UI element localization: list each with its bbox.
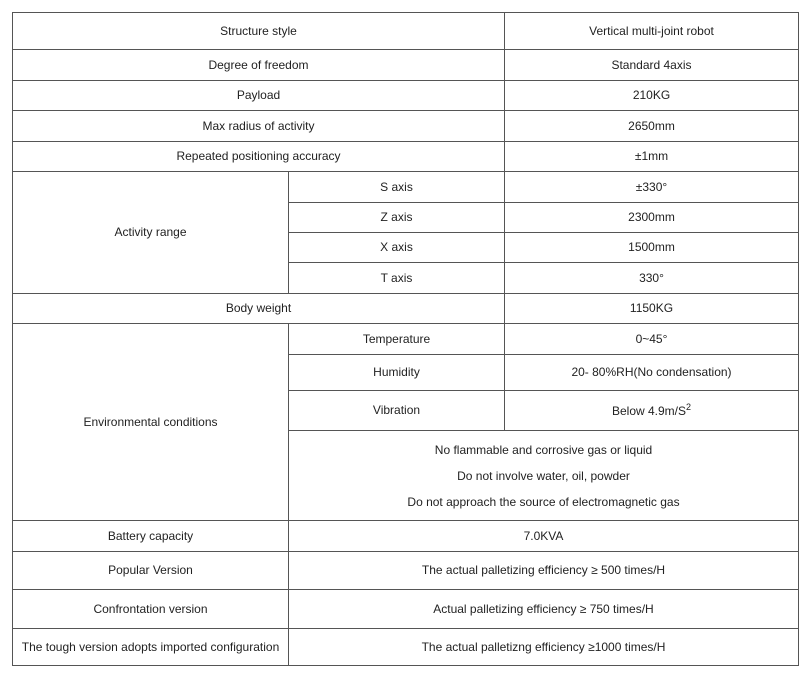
axis-value: 330°	[505, 263, 799, 294]
structure-style-label: Structure style	[13, 13, 505, 50]
axis-value: 1500mm	[505, 233, 799, 263]
table-row	[13, 172, 799, 203]
axis-name: X axis	[289, 233, 505, 263]
repeat-accuracy-label: Repeated positioning accuracy	[13, 142, 505, 172]
axis-value: ±330°	[505, 172, 799, 203]
popular-version-value: The actual palletizing efficiency ≥ 500 times/H	[289, 552, 799, 590]
payload-value: 210KG	[505, 81, 799, 111]
temperature-value: 0~45°	[505, 324, 799, 355]
table-row	[13, 111, 799, 142]
battery-value: 7.0KVA	[289, 521, 799, 552]
structure-style-value: Vertical multi-joint robot	[505, 13, 799, 50]
table-row	[13, 521, 799, 552]
table-row	[13, 13, 799, 50]
battery-label: Battery capacity	[13, 521, 289, 552]
table-row	[13, 142, 799, 172]
max-radius-label: Max radius of activity	[13, 111, 505, 142]
table-row	[13, 324, 799, 355]
axis-name: S axis	[289, 172, 505, 203]
tough-version-value: The actual palletizng efficiency ≥1000 times/H	[289, 629, 799, 666]
degree-of-freedom-label: Degree of freedom	[13, 50, 505, 81]
environment-note: Do not involve water, oil, powder	[457, 468, 630, 483]
body-weight-value: 1150KG	[505, 294, 799, 324]
vibration-value-cell	[505, 391, 799, 431]
payload-label: Payload	[13, 81, 505, 111]
degree-of-freedom-value: Standard 4axis	[505, 50, 799, 81]
confrontation-version-label: Confrontation version	[13, 590, 289, 629]
environment-label: Environmental conditions	[13, 324, 289, 521]
vibration-label: Vibration	[289, 391, 505, 431]
table-row	[13, 552, 799, 590]
confrontation-version-value: Actual palletizing efficiency ≥ 750 times/H	[289, 590, 799, 629]
table-row	[13, 50, 799, 81]
table-row	[13, 629, 799, 666]
environment-note: Do not approach the source of electromagnetic gas	[407, 494, 680, 509]
vibration-exponent: 2	[686, 402, 692, 413]
body-weight-label: Body weight	[13, 294, 505, 324]
robot-spec-table	[12, 12, 799, 666]
axis-name: T axis	[289, 263, 505, 294]
humidity-label: Humidity	[289, 355, 505, 391]
vibration-value: Below 4.9m/S	[611, 404, 687, 419]
popular-version-label: Popular Version	[13, 552, 289, 590]
tough-version-label: The tough version adopts imported configuration	[13, 629, 289, 666]
table-row	[13, 294, 799, 324]
axis-name: Z axis	[289, 203, 505, 233]
axis-value: 2300mm	[505, 203, 799, 233]
temperature-label: Temperature	[289, 324, 505, 355]
table-row	[13, 81, 799, 111]
table-row	[13, 590, 799, 629]
repeat-accuracy-value: ±1mm	[505, 142, 799, 172]
max-radius-value: 2650mm	[505, 111, 799, 142]
environment-notes	[289, 431, 799, 521]
environment-note: No flammable and corrosive gas or liquid	[434, 442, 653, 457]
humidity-value: 20- 80%RH(No condensation)	[505, 355, 799, 391]
activity-range-label: Activity range	[13, 172, 289, 294]
